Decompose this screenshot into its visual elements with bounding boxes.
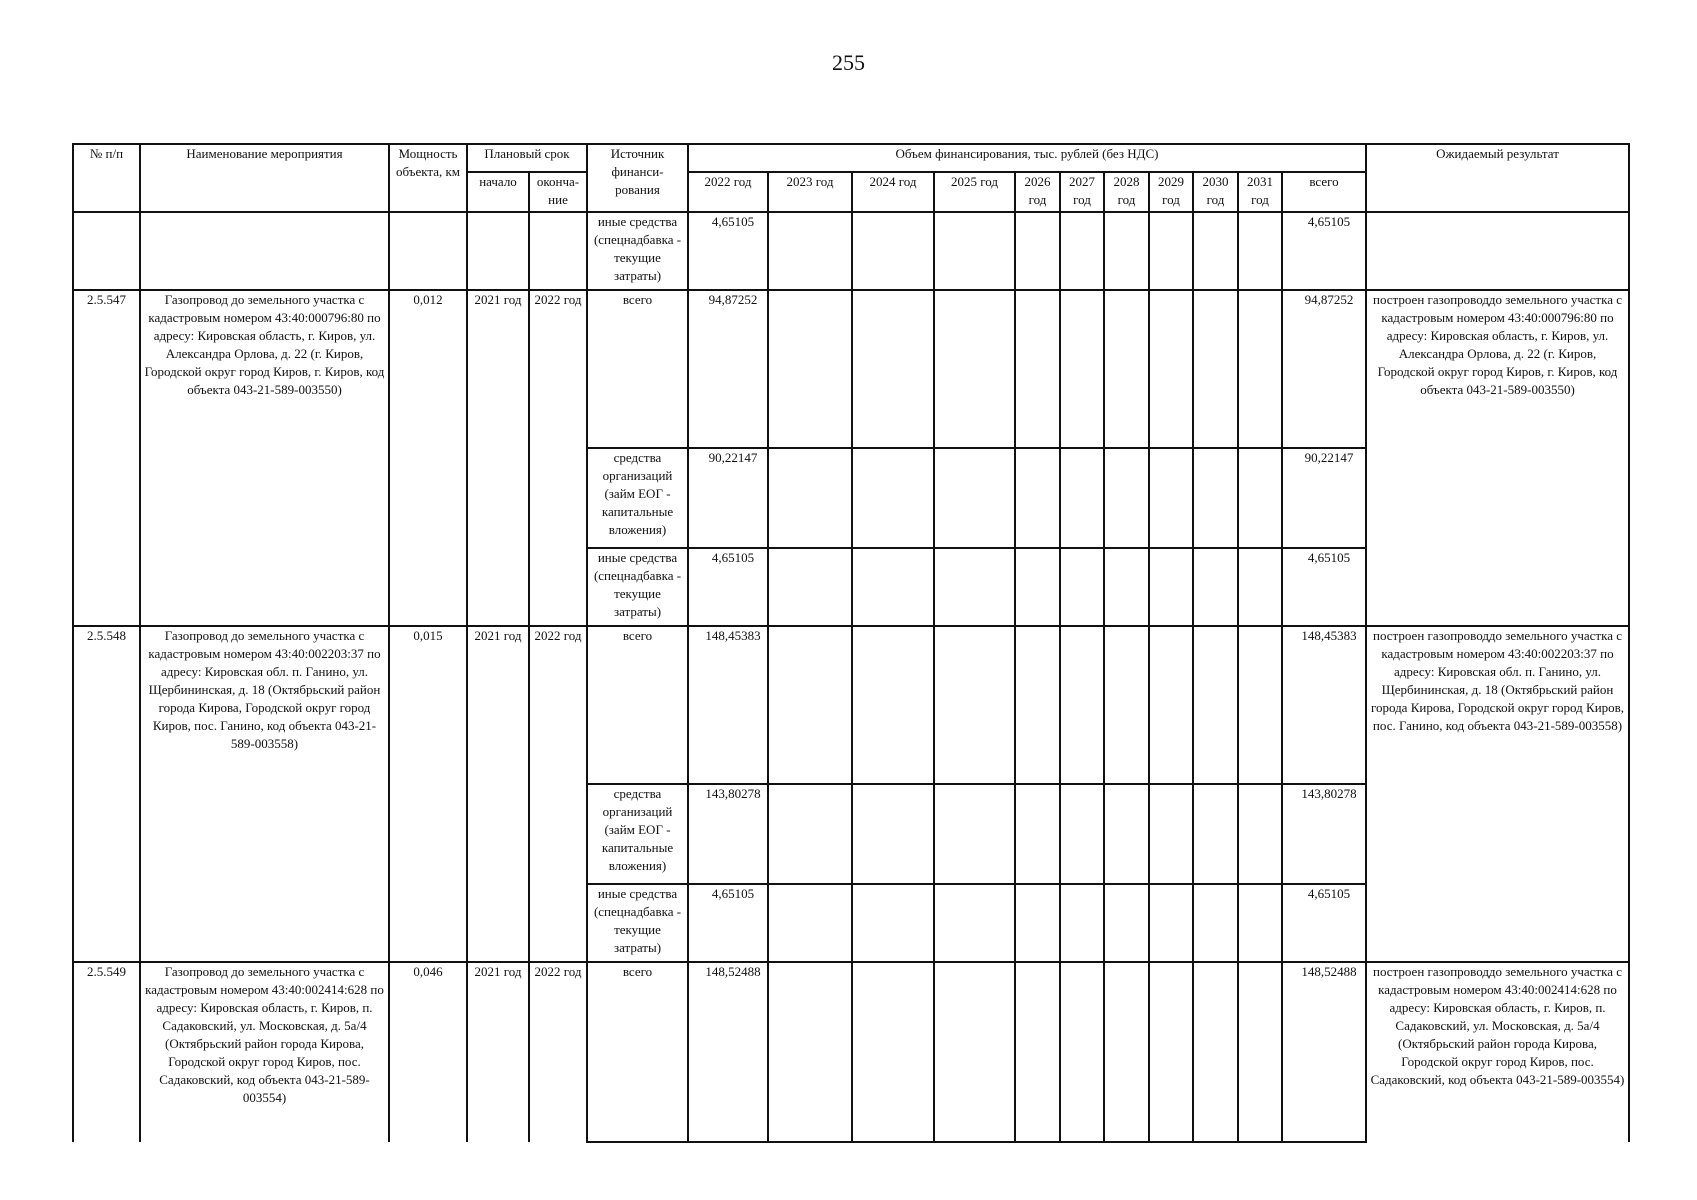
cell-2022: 94,87252 [688, 290, 768, 448]
cell-source: иные средства (спецнадбавка - текущие затраты) [587, 884, 688, 962]
header-term: Плановый срок [467, 144, 587, 172]
cell-start: 2021 год [467, 290, 529, 626]
table-row [73, 290, 1629, 448]
cell-capacity: 0,015 [389, 626, 467, 962]
cell-total: 148,45383 [1282, 626, 1366, 784]
header-year-2027: 2027 год [1060, 172, 1104, 212]
header-start: начало [467, 172, 529, 212]
cell-no: 2.5.549 [73, 962, 140, 1142]
cell-end [529, 212, 587, 290]
cell-result: построен газопроводдо земельного участка с кадастровым номером 43:40:002414:628 по адресу: Кировская область, г. Киров, п. Садаковский, ул. Московская, д. 5а/4 (Октябрьский район города Кирова, Городской округ город Киров, пос. Садаковский, код объекта 043-21-589-003554) [1366, 962, 1629, 1142]
cell-total: 4,65105 [1282, 212, 1366, 290]
page-number: 255 [832, 50, 865, 75]
cell-result [1366, 212, 1629, 290]
cell-no: 2.5.547 [73, 290, 140, 626]
table-row [73, 962, 1629, 1142]
header-year-2023: 2023 год [768, 172, 852, 212]
header-year-2024: 2024 год [852, 172, 934, 212]
table-row [73, 626, 1629, 784]
cell-2022: 4,65105 [688, 884, 768, 962]
cell-name: Газопровод до земельного участка с кадастровым номером 43:40:002203:37 по адресу: Кировская обл. п. Ганино, ул. Щербининская, д. 18 (Октябрьский район города Кирова, Городской округ город Киров, пос. Ганино, код объекта 043-21-589-003558) [140, 626, 389, 962]
header-year-2028: 2028 год [1104, 172, 1149, 212]
header-year-2029: 2029 год [1149, 172, 1193, 212]
header-year-2025: 2025 год [934, 172, 1015, 212]
cell-2022: 143,80278 [688, 784, 768, 884]
cell-source: иные средства (спецнадбавка - текущие затраты) [587, 548, 688, 626]
cell-total: 94,87252 [1282, 290, 1366, 448]
header-no: № п/п [73, 144, 140, 212]
header-end: оконча-ние [529, 172, 587, 212]
header-source: Источник финанси-рования [587, 144, 688, 212]
table-row [73, 212, 1629, 290]
cell-source: всего [587, 962, 688, 1142]
cell-result: построен газопроводдо земельного участка с кадастровым номером 43:40:000796:80 по адресу: Кировская область, г. Киров, ул. Александра Орлова, д. 22 (г. Киров, Городской округ город Киров, г. Киров, код объекта 043-21-589-003550) [1366, 290, 1629, 626]
cell-source: иные средства (спецнадбавка - текущие затраты) [587, 212, 688, 290]
cell-start: 2021 год [467, 626, 529, 962]
cell-total: 90,22147 [1282, 448, 1366, 548]
header-year-2026: 2026 год [1015, 172, 1060, 212]
cell-name [140, 212, 389, 290]
header-year-2030: 2030 год [1193, 172, 1238, 212]
header-result: Ожидаемый результат [1366, 144, 1629, 212]
cell-start [467, 212, 529, 290]
cell-end: 2022 год [529, 290, 587, 626]
cell-capacity: 0,046 [389, 962, 467, 1142]
cell-no: 2.5.548 [73, 626, 140, 962]
cell-total: 4,65105 [1282, 884, 1366, 962]
cell-2022: 148,45383 [688, 626, 768, 784]
cell-source: средства организаций (займ ЕОГ - капитальные вложения) [587, 784, 688, 884]
cell-total: 148,52488 [1282, 962, 1366, 1142]
header-capacity: Мощность объекта, км [389, 144, 467, 212]
cell-source: всего [587, 626, 688, 784]
cell-2022: 4,65105 [688, 548, 768, 626]
cell-total: 4,65105 [1282, 548, 1366, 626]
cell-source: всего [587, 290, 688, 448]
cell-capacity: 0,012 [389, 290, 467, 626]
header-total: всего [1282, 172, 1366, 212]
cell-name: Газопровод до земельного участка с кадастровым номером 43:40:002414:628 по адресу: Кировская область, г. Киров, п. Садаковский, ул. Московская, д. 5а/4 (Октябрьский район города Кирова, Городской округ город Киров, пос. Садаковский, код объекта 043-21-589-003554) [140, 962, 389, 1142]
cell-capacity [389, 212, 467, 290]
cell-2022: 148,52488 [688, 962, 768, 1142]
cell-start: 2021 год [467, 962, 529, 1142]
header-financing: Объем финансирования, тыс. рублей (без НДС) [688, 144, 1366, 172]
cell-2022: 90,22147 [688, 448, 768, 548]
cell-2022: 4,65105 [688, 212, 768, 290]
cell-result: построен газопроводдо земельного участка с кадастровым номером 43:40:002203:37 по адресу: Кировская обл. п. Ганино, ул. Щербининская, д. 18 (Октябрьский район города Кирова, Городской округ город Киров, пос. Ганино, код объекта 043-21-589-003558) [1366, 626, 1629, 962]
cell-no [73, 212, 140, 290]
cell-end: 2022 год [529, 626, 587, 962]
cell-total: 143,80278 [1282, 784, 1366, 884]
header-year-2022: 2022 год [688, 172, 768, 212]
cell-source: средства организаций (займ ЕОГ - капитальные вложения) [587, 448, 688, 548]
financing-table [72, 143, 1630, 1143]
header-year-2031: 2031 год [1238, 172, 1282, 212]
header-name: Наименование мероприятия [140, 144, 389, 212]
cell-end: 2022 год [529, 962, 587, 1142]
cell-name: Газопровод до земельного участка с кадастровым номером 43:40:000796:80 по адресу: Кировская область, г. Киров, ул. Александра Орлова, д. 22 (г. Киров, Городской округ город Киров, г. Киров, код объекта 043-21-589-003550) [140, 290, 389, 626]
